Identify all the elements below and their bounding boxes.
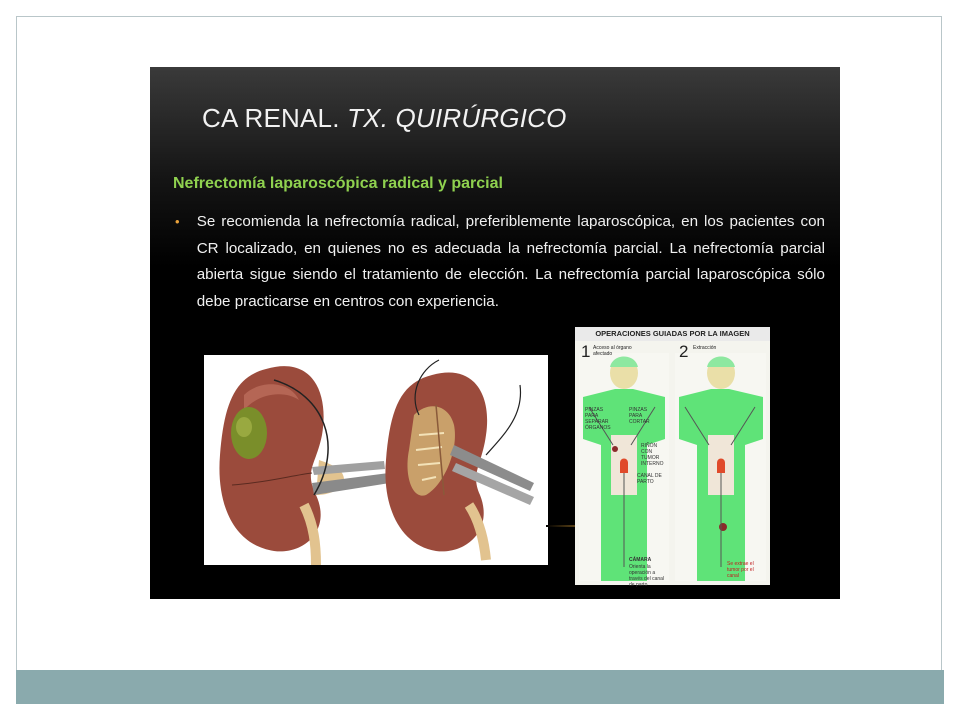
step2-number: 2	[679, 342, 689, 361]
slide-title	[202, 103, 567, 134]
slide-subtitle: Nefrectomía laparoscópica radical y parcial	[173, 175, 503, 192]
step1-label: Acceso al órgano afectado	[593, 345, 632, 357]
bullet-text: Se recomienda la nefrectomía radical, preferiblemente laparoscópica, en los pacientes con CR localizado, en quienes no es adecuada la nefrectomía parcial. La nefrectomía parcial abierta sigue siendo el tratamiento de elección. La nefrectomía parcial laparoscópica sólo debe practicarse en centros con experiencia.	[196, 213, 825, 310]
slide-title-plain: CA RENAL.	[202, 103, 340, 133]
diagram-header: OPERACIONES GUIADAS POR LA IMAGEN	[575, 327, 770, 341]
label-extrae: Se extrae el tumor por el canal	[727, 561, 754, 579]
bullet-icon: •	[175, 214, 180, 229]
label-rinon: RIÑÓN CON TUMOR INTERNO	[641, 443, 664, 467]
step2-label: Extracción	[693, 345, 717, 351]
slide-title-italic: TX. QUIRÚRGICO	[347, 103, 567, 133]
label-pinzas-separar: PINZAS PARA SEPARAR ÓRGANOS	[585, 407, 611, 431]
surgery-diagram-svg	[575, 327, 770, 585]
label-pinzas-cortar: PINZAS PARA CORTAR	[629, 407, 650, 425]
kidney-illustration-svg	[204, 355, 548, 565]
footer-bar	[16, 670, 944, 704]
step1-number: 1	[581, 342, 591, 361]
label-canal: CANAL DE PARTO	[637, 473, 662, 485]
surgery-diagram	[575, 327, 770, 588]
label-camara: CÁMARA	[629, 557, 652, 563]
bullet-item	[175, 209, 825, 315]
slide-image	[150, 67, 840, 599]
kidney-illustration	[204, 355, 548, 565]
label-camara-desc: Orienta la operación a través del canal de parto	[629, 564, 665, 588]
